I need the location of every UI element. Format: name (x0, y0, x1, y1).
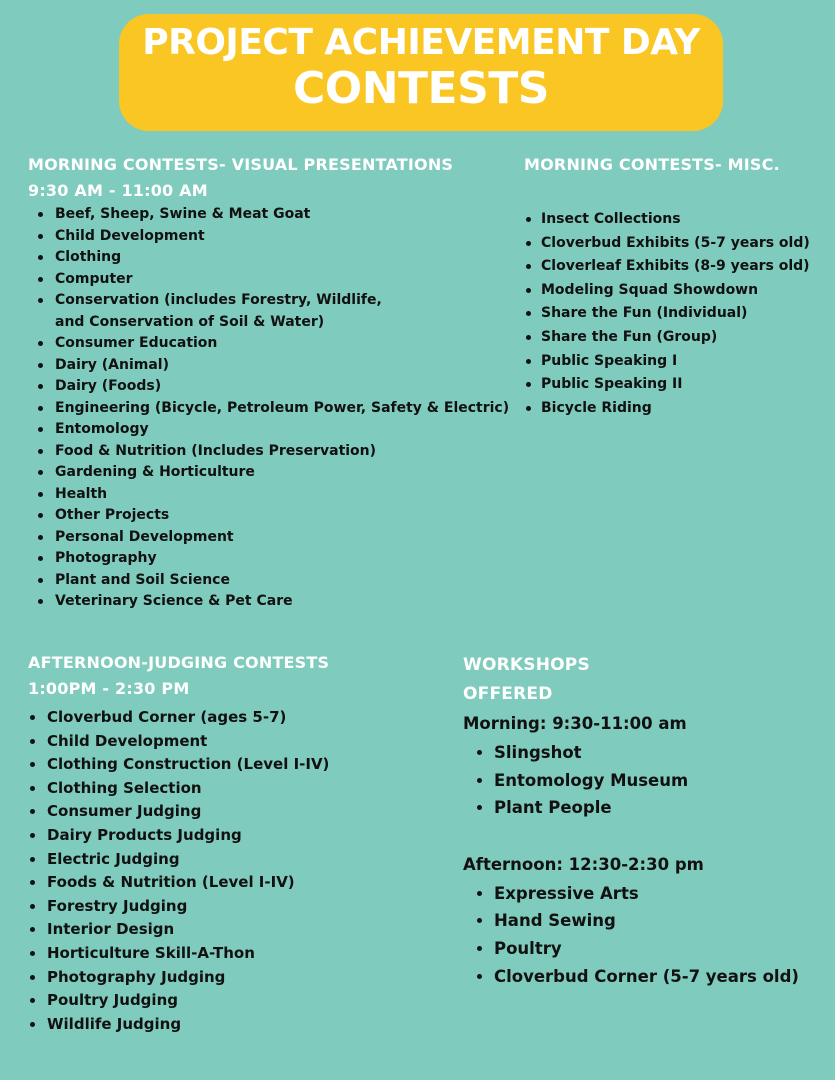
list-item: Cloverbud Corner (ages 5-7) (28, 706, 448, 730)
morning-visual-heading: MORNING CONTESTS- VISUAL PRESENTATIONS (28, 155, 454, 174)
list-item: Plant People (463, 794, 829, 822)
workshops-afternoon-list (463, 880, 829, 990)
list-item: Cloverleaf Exhibits (8-9 years old) (524, 255, 829, 279)
page-title-line2: CONTESTS (293, 63, 549, 114)
list-item: Cloverbud Corner (5-7 years old) (463, 963, 829, 991)
list-item: Share the Fun (Group) (524, 326, 829, 350)
list-item: Dairy (Foods) (28, 376, 518, 398)
list-item: Electric Judging (28, 848, 448, 872)
morning-misc-list (524, 208, 829, 420)
list-item: Beef, Sheep, Swine & Meat Goat (28, 204, 518, 226)
workshops-section (463, 651, 829, 990)
list-item: Dairy (Animal) (28, 355, 518, 377)
morning-misc-section (524, 152, 829, 420)
morning-misc-heading: MORNING CONTESTS- MISC. (524, 155, 780, 174)
list-item: Food & Nutrition (Includes Preservation) (28, 441, 518, 463)
list-item: Engineering (Bicycle, Petroleum Power, Safety & Electric) (28, 398, 518, 420)
list-item: Modeling Squad Showdown (524, 279, 829, 303)
afternoon-judging-section (28, 650, 448, 1036)
list-item: Plant and Soil Science (28, 570, 518, 592)
list-item: Veterinary Science & Pet Care (28, 591, 518, 613)
list-item: Slingshot (463, 739, 829, 767)
list-item: Clothing (28, 247, 518, 269)
list-item: Entomology (28, 419, 518, 441)
list-item: Child Development (28, 730, 448, 754)
title-banner (119, 14, 723, 131)
list-item: Other Projects (28, 505, 518, 527)
list-item: Health (28, 484, 518, 506)
list-item: Gardening & Horticulture (28, 462, 518, 484)
list-item: Clothing Construction (Level I-IV) (28, 753, 448, 777)
afternoon-judging-time: 1:00PM - 2:30 PM (28, 679, 190, 698)
list-item: Photography (28, 548, 518, 570)
list-item: Computer (28, 269, 518, 291)
list-item: Consumer Education (28, 333, 518, 355)
list-item: Poultry (463, 935, 829, 963)
morning-visual-list (28, 204, 518, 613)
list-item: Bicycle Riding (524, 397, 829, 421)
list-item: Clothing Selection (28, 777, 448, 801)
morning-visual-time: 9:30 AM - 11:00 AM (28, 181, 208, 200)
afternoon-judging-heading: AFTERNOON-JUDGING CONTESTS (28, 653, 330, 672)
workshops-heading-line1: WORKSHOPS (463, 655, 590, 675)
list-item: Conservation (includes Forestry, Wildlife, and Conservation of Soil & Water) (28, 290, 385, 333)
list-item: Public Speaking II (524, 373, 829, 397)
page-title-line1: PROJECT ACHIEVEMENT DAY (142, 22, 700, 63)
list-item: Public Speaking I (524, 350, 829, 374)
list-item: Photography Judging (28, 966, 448, 990)
list-item: Foods & Nutrition (Level I-IV) (28, 871, 448, 895)
list-item: Child Development (28, 226, 518, 248)
list-item: Horticulture Skill-A-Thon (28, 942, 448, 966)
morning-visual-section (28, 152, 518, 613)
list-item: Share the Fun (Individual) (524, 302, 829, 326)
list-item: Hand Sewing (463, 907, 829, 935)
list-item: Personal Development (28, 527, 518, 549)
list-item: Interior Design (28, 918, 448, 942)
list-item: Dairy Products Judging (28, 824, 448, 848)
workshops-afternoon-label: Afternoon: 12:30-2:30 pm (463, 854, 704, 874)
list-item: Consumer Judging (28, 800, 448, 824)
list-item: Cloverbud Exhibits (5-7 years old) (524, 232, 829, 256)
list-item: Forestry Judging (28, 895, 448, 919)
list-item: Wildlife Judging (28, 1013, 448, 1037)
afternoon-judging-list (28, 706, 448, 1036)
workshops-morning-list (463, 739, 829, 822)
list-item: Expressive Arts (463, 880, 829, 908)
list-item: Poultry Judging (28, 989, 448, 1013)
workshops-heading-line2: OFFERED (463, 684, 553, 704)
list-item: Entomology Museum (463, 767, 829, 795)
list-item: Insect Collections (524, 208, 829, 232)
workshops-morning-label: Morning: 9:30-11:00 am (463, 714, 687, 733)
